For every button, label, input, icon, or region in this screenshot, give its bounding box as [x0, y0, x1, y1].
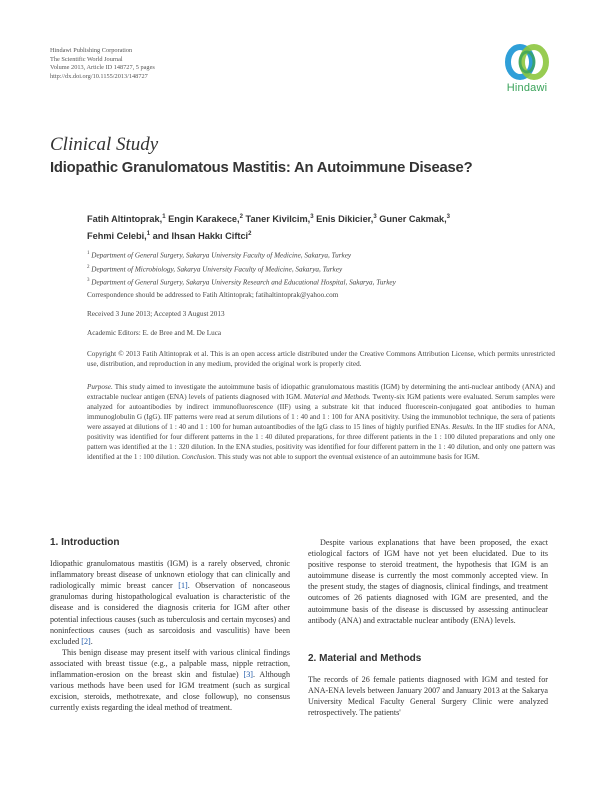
- author-name[interactable]: Engin Karakece,: [168, 214, 240, 225]
- volume-info: Volume 2013, Article ID 148727, 5 pages: [50, 64, 155, 72]
- affiliation-item: [87, 248, 555, 262]
- citation-link[interactable]: [2]: [81, 636, 91, 646]
- abstract-methods-label: Material and Methods.: [304, 393, 371, 401]
- methods-paragraph-1: The records of 26 female patients diagnosed with IGM and tested for ANA-ENA levels between January 2007 and January 2013 at the Sakarya University Medical Faculty General Surgery Clinic were analyzed retrospectively. The patients': [308, 674, 548, 718]
- academic-editors: Academic Editors: E. de Bree and M. De Luca: [87, 329, 222, 337]
- author-name[interactable]: and Ihsan Hakkı Ciftci: [152, 230, 249, 241]
- author-list: [87, 210, 555, 243]
- hindawi-wordmark: Hindawi: [506, 82, 548, 94]
- author-name[interactable]: Enis Dikicier,: [316, 214, 374, 225]
- study-type-label: Clinical Study: [50, 134, 159, 155]
- copyright-notice: Copyright © 2013 Fatih Altintoprak et al. This is an open access article distributed under the Creative Commons Attribution License, which permits unrestricted use, distribution, and reproduction in any medium, provided the original work is properly cited.: [87, 350, 555, 368]
- paragraph-text: This benign disease may present itself with various clinical findings associated with breast tissue (e.g., a palpable mass, nipple retraction, inflammation-erosion on the breast skin and fistulae): [50, 647, 290, 680]
- article-title: Idiopathic Granulomatous Mastitis: An Autoimmune Disease?: [50, 160, 473, 176]
- publisher-info: [50, 47, 155, 81]
- publisher-name: Hindawi Publishing Corporation: [50, 47, 133, 54]
- intro-paragraph-2: [50, 647, 290, 714]
- affiliation-text: Department of General Surgery, Sakarya University Faculty of Medicine, Sakarya, Turkey: [91, 251, 352, 260]
- affiliation-marker: 2: [248, 230, 252, 237]
- received-accepted-dates: Received 3 June 2013; Accepted 3 August 2013: [87, 310, 225, 318]
- citation-link[interactable]: [3]: [243, 670, 253, 680]
- affiliation-number: 2: [87, 264, 90, 270]
- paragraph-text: . Observation of noncaseous granulomas during histopathological evaluation is characteristic of the disease and is considered the diagnosis criteria for IGM after other potential infectious causes (such as tuberculosis and certain mycoses) and noninfectious causes (such as sarcoidosis and vasculitis) have been excluded: [50, 581, 290, 646]
- author-name[interactable]: Taner Kivilcim,: [245, 214, 311, 225]
- affiliation-marker: 3: [446, 214, 450, 220]
- author-name[interactable]: Fatih Altintoprak,: [87, 214, 163, 225]
- left-column: [50, 537, 290, 713]
- right-column: [308, 537, 548, 718]
- abstract: [87, 382, 555, 462]
- affiliation-list: [87, 248, 555, 289]
- doi-link[interactable]: http://dx.doi.org/10.1155/2013/148727: [50, 72, 148, 80]
- abstract-methods-text: Twenty-six IGM patients were evaluated. Serum samples were analyzed for autoantibodies by indirect immunofluorescence (IIF) using a substrate kit that induced fluorescein-conjugated goat antibodies to human immunoglobulin G (IgG). IIF patterns were read at serum dilutions of 1 : 40 and 1 : 100 for ANA positivity. Using the immunoblot technique, the sera of patients were assayed at dilutions of 1 : 40 and 1 : 100 for human autoantibodies of the IgG class to 15 lines of highly purified ENAs.: [87, 393, 556, 431]
- hindawi-logo: [494, 40, 560, 106]
- correspondence: Correspondence should be addressed to Fatih Altintoprak; fatihaltintoprak@yahoo.com: [87, 291, 339, 299]
- section-heading-introduction: 1. Introduction: [50, 537, 120, 548]
- paragraph-text: .: [90, 636, 93, 646]
- intro-paragraph-3: Despite various explanations that have been proposed, the exact etiological factors of IGM have not yet been elucidated. Due to its positive response to steroid treatment, the hypothesis that IGM is an autoimmune disease is currently the most commonly accepted view. In the present study, the stages of diagnosis, clinical findings, and treatment outcomes of 26 patients diagnosed with IGM are presented, and the autoimmune basis of the disease is discussed by assessing antinuclear antibody (ANA) and extractable nuclear antibody (ENA) levels.: [308, 538, 548, 625]
- affiliation-text: Department of Microbiology, Sakarya University Faculty of Medicine, Sakarya, Turkey: [91, 264, 343, 273]
- author-name[interactable]: Fehmi Celebi,: [87, 230, 147, 241]
- affiliation-number: 3: [87, 278, 90, 284]
- affiliation-text: Department of General Surgery, Sakarya University Research and Educational Hospital, Sakarya, Turkey: [91, 278, 396, 287]
- hindawi-rings-logo-icon: [503, 40, 551, 84]
- abstract-results-text: In the IIF studies for ANA, positivity was identified for four different patterns in the 1 : 40 diluted preparations, for three different patients in the 1 : 100 diluted preparations and only one pattern was identified at the 1 : 320 dilution. In the ENA studies, positivity was identified for four different pattern in the 1 : 40 dilution, and only one pattern was identified at the 1 : 100 dilution.: [87, 423, 555, 461]
- affiliation-number: 1: [87, 251, 90, 256]
- affiliation-marker: 3: [373, 214, 377, 220]
- paragraph-text: . Although various methods have been used for IGM treatment (such as surgical excision, steroids, methotrexate, and close followup), no consensus currently exists regarding the ideal method of treatment.: [50, 670, 290, 713]
- abstract-purpose-text: This study aimed to investigate the autoimmune basis of idiopathic granulomatous mastitis (IGM) by determining the anti-nuclear antibody (ANA) and extractable nuclear antigen (ENA) levels of patients diagnosed with IGM.: [87, 383, 555, 401]
- abstract-results-label: Results.: [451, 423, 475, 431]
- author-name[interactable]: Guner Cakmak,: [379, 214, 447, 225]
- affiliation-item: [87, 275, 555, 289]
- paragraph-text: Idiopathic granulomatous mastitis (IGM) is a rarely observed, chronic inflammatory breast disease of unknown etiology that can clinically and radiologically mimic breast cancer: [50, 559, 290, 591]
- affiliation-marker: 1: [146, 230, 151, 237]
- journal-name: The Scientific World Journal: [50, 55, 123, 63]
- citation-link[interactable]: [1]: [178, 581, 188, 591]
- section-heading-methods: 2. Material and Methods: [308, 652, 422, 664]
- affiliation-marker: 1: [162, 214, 166, 220]
- abstract-conclusion-text: This study was not able to support the eventual existence of an autoimmune basis for IGM.: [216, 453, 480, 461]
- intro-paragraph-1: [50, 558, 290, 647]
- affiliation-marker: 3: [310, 214, 314, 220]
- abstract-purpose-label: Purpose.: [87, 383, 113, 391]
- abstract-conclusion-label: Conclusion.: [181, 453, 217, 461]
- affiliation-marker: 2: [239, 214, 243, 220]
- affiliation-item: [87, 262, 555, 276]
